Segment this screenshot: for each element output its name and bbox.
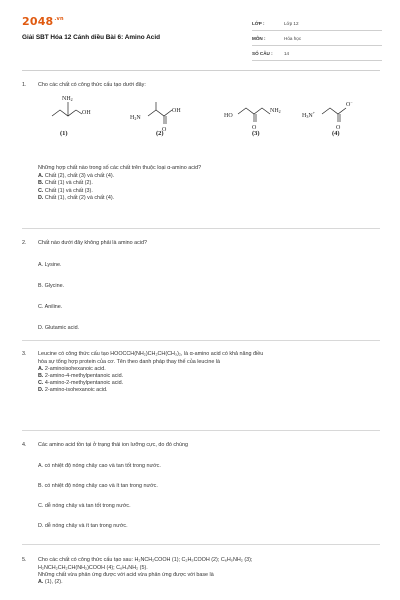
chem-ho: HO: [224, 113, 233, 119]
question-divider: [22, 544, 380, 545]
option-b[interactable]: [38, 483, 380, 490]
chem-h2n: H2N: [130, 115, 141, 121]
structure-3: [224, 108, 281, 137]
option-c[interactable]: [38, 304, 380, 311]
chem-o-minus: O−: [346, 100, 353, 108]
question-2-options: [38, 262, 380, 333]
option-c[interactable]: [38, 503, 380, 510]
option-text: có nhiệt độ nóng chảy cao và tan tốt trong nước.: [44, 462, 161, 469]
option-label: B.: [38, 282, 44, 289]
question-4: [22, 442, 380, 530]
meta-row-count: [252, 46, 382, 61]
option-text: 2-amino-isohexanoic acid.: [44, 387, 108, 394]
chem-o: O: [162, 127, 167, 133]
option-text: Chất (1), chất (2) và chất (4).: [44, 194, 115, 201]
option-a[interactable]: [38, 366, 380, 373]
option-d[interactable]: [38, 195, 380, 202]
question-divider: [22, 228, 380, 229]
option-label: D.: [38, 387, 44, 394]
option-label: C.: [38, 187, 44, 194]
option-label: B.: [38, 482, 44, 489]
option-text: Glutamic acid.: [44, 325, 80, 332]
page-header: [0, 0, 400, 64]
structure-label: (1): [60, 130, 68, 137]
chemical-structures: [38, 88, 358, 150]
site-logo[interactable]: [22, 15, 64, 28]
option-a[interactable]: [38, 173, 380, 180]
meta-row-subject: [252, 31, 382, 46]
question-text: Leucine có công thức cấu tạo HOOCCH(NH₂)CH₂CH(CH₃)₂, là α-amino acid có khả năng điều: [38, 351, 264, 357]
header-divider: [22, 70, 380, 71]
meta-label: MÔN :: [252, 35, 266, 41]
option-label: A.: [38, 462, 44, 469]
structure-label: (3): [252, 130, 260, 137]
structure-label: (4): [332, 130, 340, 137]
option-c[interactable]: [38, 188, 380, 195]
option-text: 4-amino-2-methylpentanoic acid.: [44, 380, 124, 387]
option-text: có nhiệt độ nóng chảy cao và ít tan trong nước.: [44, 482, 158, 489]
question-text: Cho các chất có công thức cấu tạo sau: H₂NCH₂COOH (1); C₂H₅COOH (2); C₆H₅NH₂ (3);: [38, 557, 253, 563]
option-text: 2-aminoisohexanoic acid.: [44, 365, 106, 372]
option-text: Chất (1) và chất (2).: [44, 180, 93, 187]
option-label: A.: [38, 261, 44, 268]
option-text: Chất (2), chất (3) và chất (4).: [44, 173, 115, 180]
question-head: [22, 557, 380, 565]
logo-suffix: .vn: [54, 16, 64, 23]
option-label: A.: [38, 173, 44, 180]
option-b[interactable]: [38, 180, 380, 187]
structure-label: (2): [156, 130, 164, 137]
question-4-options: [38, 463, 380, 531]
option-label: C.: [38, 380, 44, 387]
question-2: [22, 240, 380, 332]
structure-4: [302, 100, 353, 137]
question-divider: [22, 430, 380, 431]
question-number: 3.: [22, 351, 27, 357]
question-number: 5.: [22, 557, 27, 563]
option-text: dễ nóng chảy và ít tan trong nước.: [44, 523, 128, 530]
option-c[interactable]: [38, 380, 380, 387]
option-a[interactable]: [38, 579, 380, 586]
chem-oh: OH: [172, 108, 181, 114]
meta-value: 14: [284, 50, 290, 56]
chem-o: O: [252, 125, 257, 131]
structure-2: [130, 102, 181, 137]
question-1-body: [22, 165, 380, 202]
option-text: Lysine.: [44, 261, 62, 268]
option-d[interactable]: [38, 325, 380, 332]
question-text: Các amino acid tồn tại ở trạng thái ion lưỡng cực, do đó chúng: [38, 442, 189, 448]
meta-label: LỚP :: [252, 20, 265, 26]
option-text: Glycine.: [44, 282, 65, 289]
chem-nh2: NH2: [62, 96, 73, 102]
option-label: B.: [38, 372, 44, 379]
option-label: B.: [38, 180, 44, 187]
option-label: C.: [38, 502, 44, 509]
option-label: D.: [38, 325, 44, 332]
logo-text: 2048: [22, 15, 54, 28]
question-number: 4.: [22, 442, 27, 448]
question-head: [22, 442, 380, 450]
question-text-continued: H₂NCH₂CH₂CH(NH₂)COOH (4); C₆H₄NH₂ (5).: [38, 564, 148, 571]
question-prompt: Những hợp chất nào trong số các chất trên thuộc loại α-amino acid?: [38, 165, 202, 171]
option-a[interactable]: [38, 463, 380, 470]
option-b[interactable]: [38, 283, 380, 290]
question-text-continued: hòa sự tổng hợp protein của cơ. Tên theo danh pháp thay thế của leucine là: [38, 358, 221, 365]
structure-1: [52, 96, 91, 137]
meta-value: Hóa học: [284, 35, 302, 41]
chem-o: O: [336, 125, 341, 131]
question-3-body: [38, 359, 380, 395]
meta-value: Lớp 12: [284, 20, 299, 26]
question-head: [22, 351, 380, 359]
option-b[interactable]: [38, 373, 380, 380]
chem-oh: OH: [82, 110, 91, 116]
document-title: Giải SBT Hóa 12 Cánh diều Bài 6: Amino Acid: [22, 34, 161, 41]
question-text: Chất nào dưới đây không phải là amino acid?: [38, 240, 148, 246]
option-text: Aniline.: [44, 303, 63, 310]
question-1-options: [38, 165, 380, 202]
option-label: A.: [38, 578, 44, 585]
question-5: [22, 557, 380, 586]
question-number: 2.: [22, 240, 27, 246]
option-label: A.: [38, 365, 44, 372]
option-text: dễ nóng chảy và tan tốt trong nước.: [44, 502, 131, 509]
chem-nh2: NH2: [270, 108, 281, 114]
question-3: [22, 351, 380, 395]
meta-table: [252, 16, 382, 61]
question-head: [22, 240, 380, 248]
option-d[interactable]: [38, 523, 380, 530]
question-5-body: [38, 565, 380, 587]
option-label: D.: [38, 523, 44, 530]
question-prompt: Những chất vừa phản ứng được với acid vừa phản ứng được với base là: [38, 571, 214, 578]
meta-row-class: [252, 16, 382, 31]
option-label: D.: [38, 194, 44, 201]
option-text: 2-amino-4-methylpentanoic acid.: [44, 372, 124, 379]
question-divider: [22, 340, 380, 341]
option-a[interactable]: [38, 262, 380, 269]
option-d[interactable]: [38, 387, 380, 394]
chem-h3n: H3N+: [302, 110, 315, 119]
question-text: Cho các chất có công thức cấu tạo dưới đây:: [38, 82, 146, 88]
option-text: Chất (1) và chất (3).: [44, 187, 93, 194]
option-text: (1), (2).: [44, 578, 63, 585]
question-number: 1.: [22, 82, 27, 88]
option-label: C.: [38, 303, 44, 310]
meta-label: SỐ CÂU :: [252, 50, 273, 56]
